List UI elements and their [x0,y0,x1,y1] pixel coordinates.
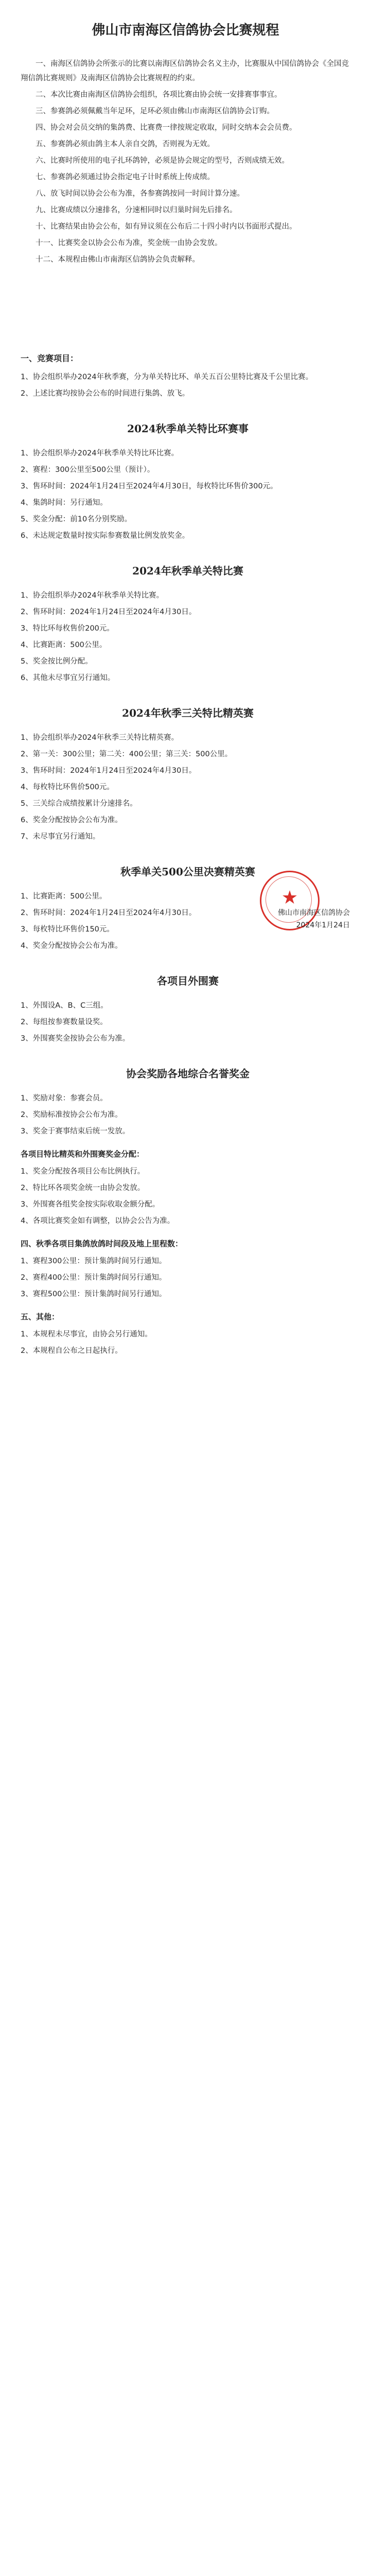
intro-paragraph: 七、参赛鸽必须通过协会指定电子计时系统上传成绩。 [36,173,215,181]
sign-date: 2024年1月24日 [296,921,350,929]
document-title: 佛山市南海区信鸽协会比赛规程 [92,23,279,38]
section-heading: 各项目外围赛 [157,975,219,987]
section-heading: 秋季单关500公里决赛精英赛 [120,866,255,878]
notice-line: 1、协会组织举办2024年秋季赛，分为单关特比环、单关五百公里特比赛及千公里比赛。 [21,373,313,381]
intro-spacer [21,269,355,341]
section-line: 2、赛程：300公里至500公里（预计）。 [21,466,155,474]
section-line: 7、未尽事宜另行通知。 [21,833,100,841]
signature-block-1 [196,907,350,931]
timing-heading: 四、秋季各项目集鸽放鸽时间段及地上里程数： [21,1239,183,1248]
section-line: 4、集鸽时间：另行通知。 [21,499,108,507]
red-seal-stamp-1: ★ [260,871,320,930]
section-heading: 2024秋季单关特比环赛事 [127,422,249,435]
other-line: 1、本规程未尽事宜，由协会另行通知。 [21,1330,152,1338]
section-line: 1、外围设A、B、C三组。 [21,1002,108,1010]
timing-line: 3、赛程500公里：预计集鸽时间另行通知。 [21,1290,167,1298]
section-line: 6、其他未尽事宜另行通知。 [21,674,115,682]
section-line: 1、比赛距离：500公里。 [21,892,107,901]
intro-paragraph: 九、比赛成绩以分速排名，分速相同时以归巢时间先后排名。 [36,206,237,214]
notice-heading: 一、竞赛项目： [21,353,79,363]
intro-paragraph: 四、协会对会员交纳的集鸽费、比赛费一律按规定收取，同时交纳本会会员费。 [36,124,297,132]
section-heading: 2024年秋季单关特比赛 [132,565,243,577]
document-body [21,57,355,1360]
section-line: 3、奖金于赛事结束后统一发放。 [21,1127,130,1136]
section-line: 2、奖励标准按协会公布为准。 [21,1111,122,1119]
intro-paragraph: 十二、本规程由佛山市南海区信鸽协会负责解释。 [36,256,200,264]
section-line: 4、每枚特比环售价500元。 [21,783,114,791]
timing-line: 1、赛程300公里：预计集鸽时间另行通知。 [21,1257,167,1265]
sign-org: 佛山市南海区信鸽协会 [278,909,350,917]
rules-line: 1、奖金分配按各项目公布比例执行。 [21,1167,145,1176]
section-line: 2、售环时间：2024年1月24日至2024年4月30日。 [21,909,197,917]
rules-heading: 各项目特比精英和外围赛奖金分配： [21,1149,145,1159]
intro-paragraph: 十、比赛结果由协会公布，如有异议须在公布后二十四小时内以书面形式提出。 [36,223,297,231]
section-line: 1、协会组织举办2024年秋季单关特比赛。 [21,591,164,600]
notice-line: 2、上述比赛均按协会公布的时间进行集鸽、放飞。 [21,389,190,398]
other-line: 2、本规程自公布之日起执行。 [21,1347,122,1355]
rules-line: 2、特比环各项奖金统一由协会发放。 [21,1184,145,1192]
section-line: 2、每组按参赛数量设奖。 [21,1018,108,1026]
section-line: 6、奖金分配按协会公布为准。 [21,816,122,824]
intro-paragraph: 六、比赛时所使用的电子扎环鸽钟，必须是协会规定的型号，否则成绩无效。 [36,157,289,165]
section-line: 5、奖金按比例分配。 [21,657,93,666]
section-line: 4、奖金分配按协会公布为准。 [21,942,122,950]
intro-paragraph: 五、参赛鸽必须由鸽主本人亲自交鸽，否则视为无效。 [36,140,215,148]
intro-paragraph: 三、参赛鸽必须佩戴当年足环，足环必须由佛山市南海区信鸽协会订购。 [36,107,274,115]
section-line: 2、第一关：300公里；第二关：400公里；第三关：500公里。 [21,750,233,758]
timing-line: 2、赛程400公里：预计集鸽时间另行通知。 [21,1274,167,1282]
section-heading: 2024年秋季三关特比精英赛 [122,707,254,719]
section-line: 1、奖励对象：参赛会员。 [21,1094,108,1103]
rules-line: 4、各项比赛奖金如有调整，以协会公告为准。 [21,1217,175,1225]
intro-paragraph: 十一、比赛奖金以协会公布为准，奖金统一由协会发放。 [36,239,222,247]
other-heading: 五、其他： [21,1312,60,1321]
section-line: 1、协会组织举办2024年秋季三关特比精英赛。 [21,734,179,742]
intro-paragraph: 八、放飞时间以协会公布为准，各参赛鸽按同一时间计算分速。 [36,190,244,198]
section-heading: 协会奖励各地综合名誉奖金 [126,1067,250,1080]
intro-paragraph: 二、本次比赛由南海区信鸽协会组织，各项比赛由协会统一安排赛事事宜。 [36,91,282,99]
section-line: 6、未达规定数量时按实际参赛数量比例发放奖金。 [21,532,190,540]
section-line: 5、三关综合成绩按累计分速排名。 [21,800,137,808]
section-line: 3、售环时间：2024年1月24日至2024年4月30日。 [21,767,197,775]
section-line: 3、外围赛奖金按协会公布为准。 [21,1035,130,1043]
intro-paragraph: 一、南海区信鸽协会所张示的比赛以南海区信鸽协会名义主办，比赛服从中国信鸽协会《全国竞翔信鸽比赛规则》及南海区信鸽协会比赛规程的约束。 [21,60,349,82]
section-line: 3、特比环每枚售价200元。 [21,624,114,633]
section-line: 3、售环时间：2024年1月24日至2024年4月30日，每枚特比环售价300元。 [21,482,278,490]
section-line: 1、协会组织举办2024年秋季单关特比环比赛。 [21,449,179,457]
section-line: 2、售环时间：2024年1月24日至2024年4月30日。 [21,608,197,616]
section-line: 4、比赛距离：500公里。 [21,641,107,649]
section-line: 5、奖金分配：前10名分别奖励。 [21,515,132,523]
rules-line: 3、外围赛各组奖金按实际收取金额分配。 [21,1200,160,1209]
section-line: 3、每枚特比环售价150元。 [21,925,114,934]
